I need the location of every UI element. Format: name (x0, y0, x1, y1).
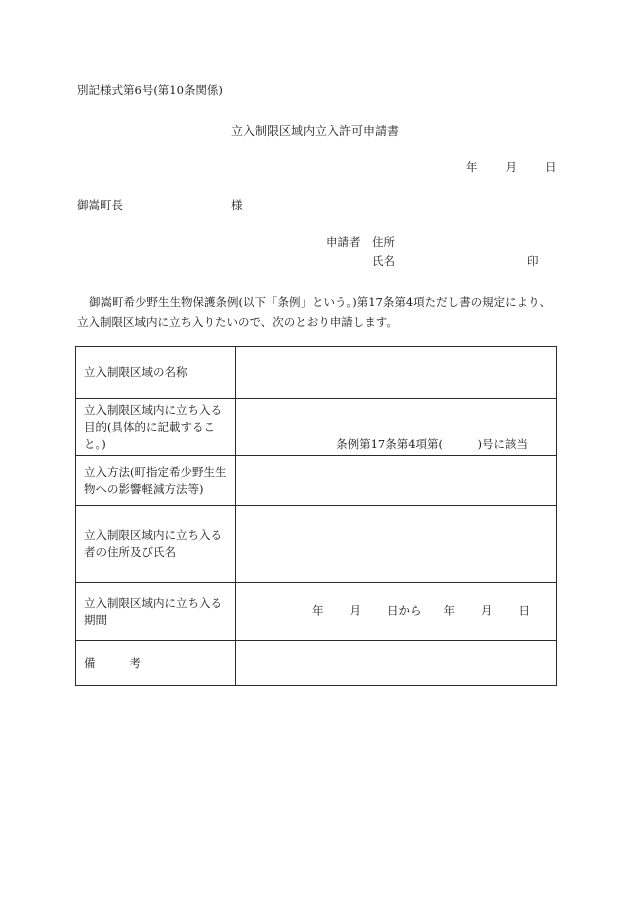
date-day-label: 日 (545, 160, 557, 174)
applicant-label: 申請者 (326, 235, 361, 249)
purpose-field[interactable] (236, 399, 557, 456)
purpose-label: 立入制限区域内に立ち入る目的(具体的に記載すること。) (76, 399, 236, 456)
remarks-field[interactable] (236, 641, 557, 686)
method-label: 立入方法(町指定希少野生生物への影響軽減方法等) (76, 456, 236, 506)
document-title: 立入制限区域内立入許可申請書 (230, 124, 399, 138)
application-statement: 御嵩町希少野生生物保護条例(以下「条例」という。)第17条第4項ただし書の規定により、立入制限区域内に立ち入りたいので、次のとおり申請します。 (77, 295, 552, 329)
addressee-name: 御嵩町長 (77, 198, 123, 212)
application-table (75, 346, 557, 686)
method-field[interactable] (236, 456, 557, 506)
applicant-name-label: 氏名 (372, 254, 395, 268)
application-date (466, 161, 557, 175)
addressee-honorific: 様 (231, 198, 243, 212)
form-reference: 別記様式第6号(第10条関係) (77, 83, 223, 97)
table-row-period (76, 583, 557, 641)
period-to-month: 月 (481, 602, 493, 617)
period-from-day: 日から (387, 602, 422, 617)
table-row-remarks (76, 641, 557, 686)
table-row-purpose (76, 399, 557, 456)
period-to-day: 日 (518, 602, 530, 617)
period-to-year: 年 (443, 602, 455, 617)
period-field[interactable] (236, 583, 557, 641)
seal-mark: 印 (527, 254, 539, 268)
persons-label: 立入制限区域内に立ち入る者の住所及び氏名 (76, 506, 236, 583)
persons-field[interactable] (236, 506, 557, 583)
area-name-field[interactable] (236, 347, 557, 399)
table-row-area-name (76, 347, 557, 399)
remarks-label-char-2: 考 (129, 655, 141, 670)
date-year-label: 年 (466, 160, 478, 174)
period-from-year: 年 (312, 602, 324, 617)
period-from-month: 月 (349, 602, 361, 617)
remarks-label (76, 641, 236, 686)
period-label: 立入制限区域内に立ち入る期間 (76, 583, 236, 641)
table-row-persons (76, 506, 557, 583)
date-month-label: 月 (505, 160, 517, 174)
purpose-clause-note: 条例第17条第4項第( )号に該当 (336, 437, 528, 451)
period-dates (312, 602, 530, 618)
applicant-address-label: 住所 (372, 235, 395, 249)
remarks-label-char-1: 備 (84, 655, 96, 670)
area-name-label: 立入制限区域の名称 (76, 347, 236, 399)
table-row-method (76, 456, 557, 506)
